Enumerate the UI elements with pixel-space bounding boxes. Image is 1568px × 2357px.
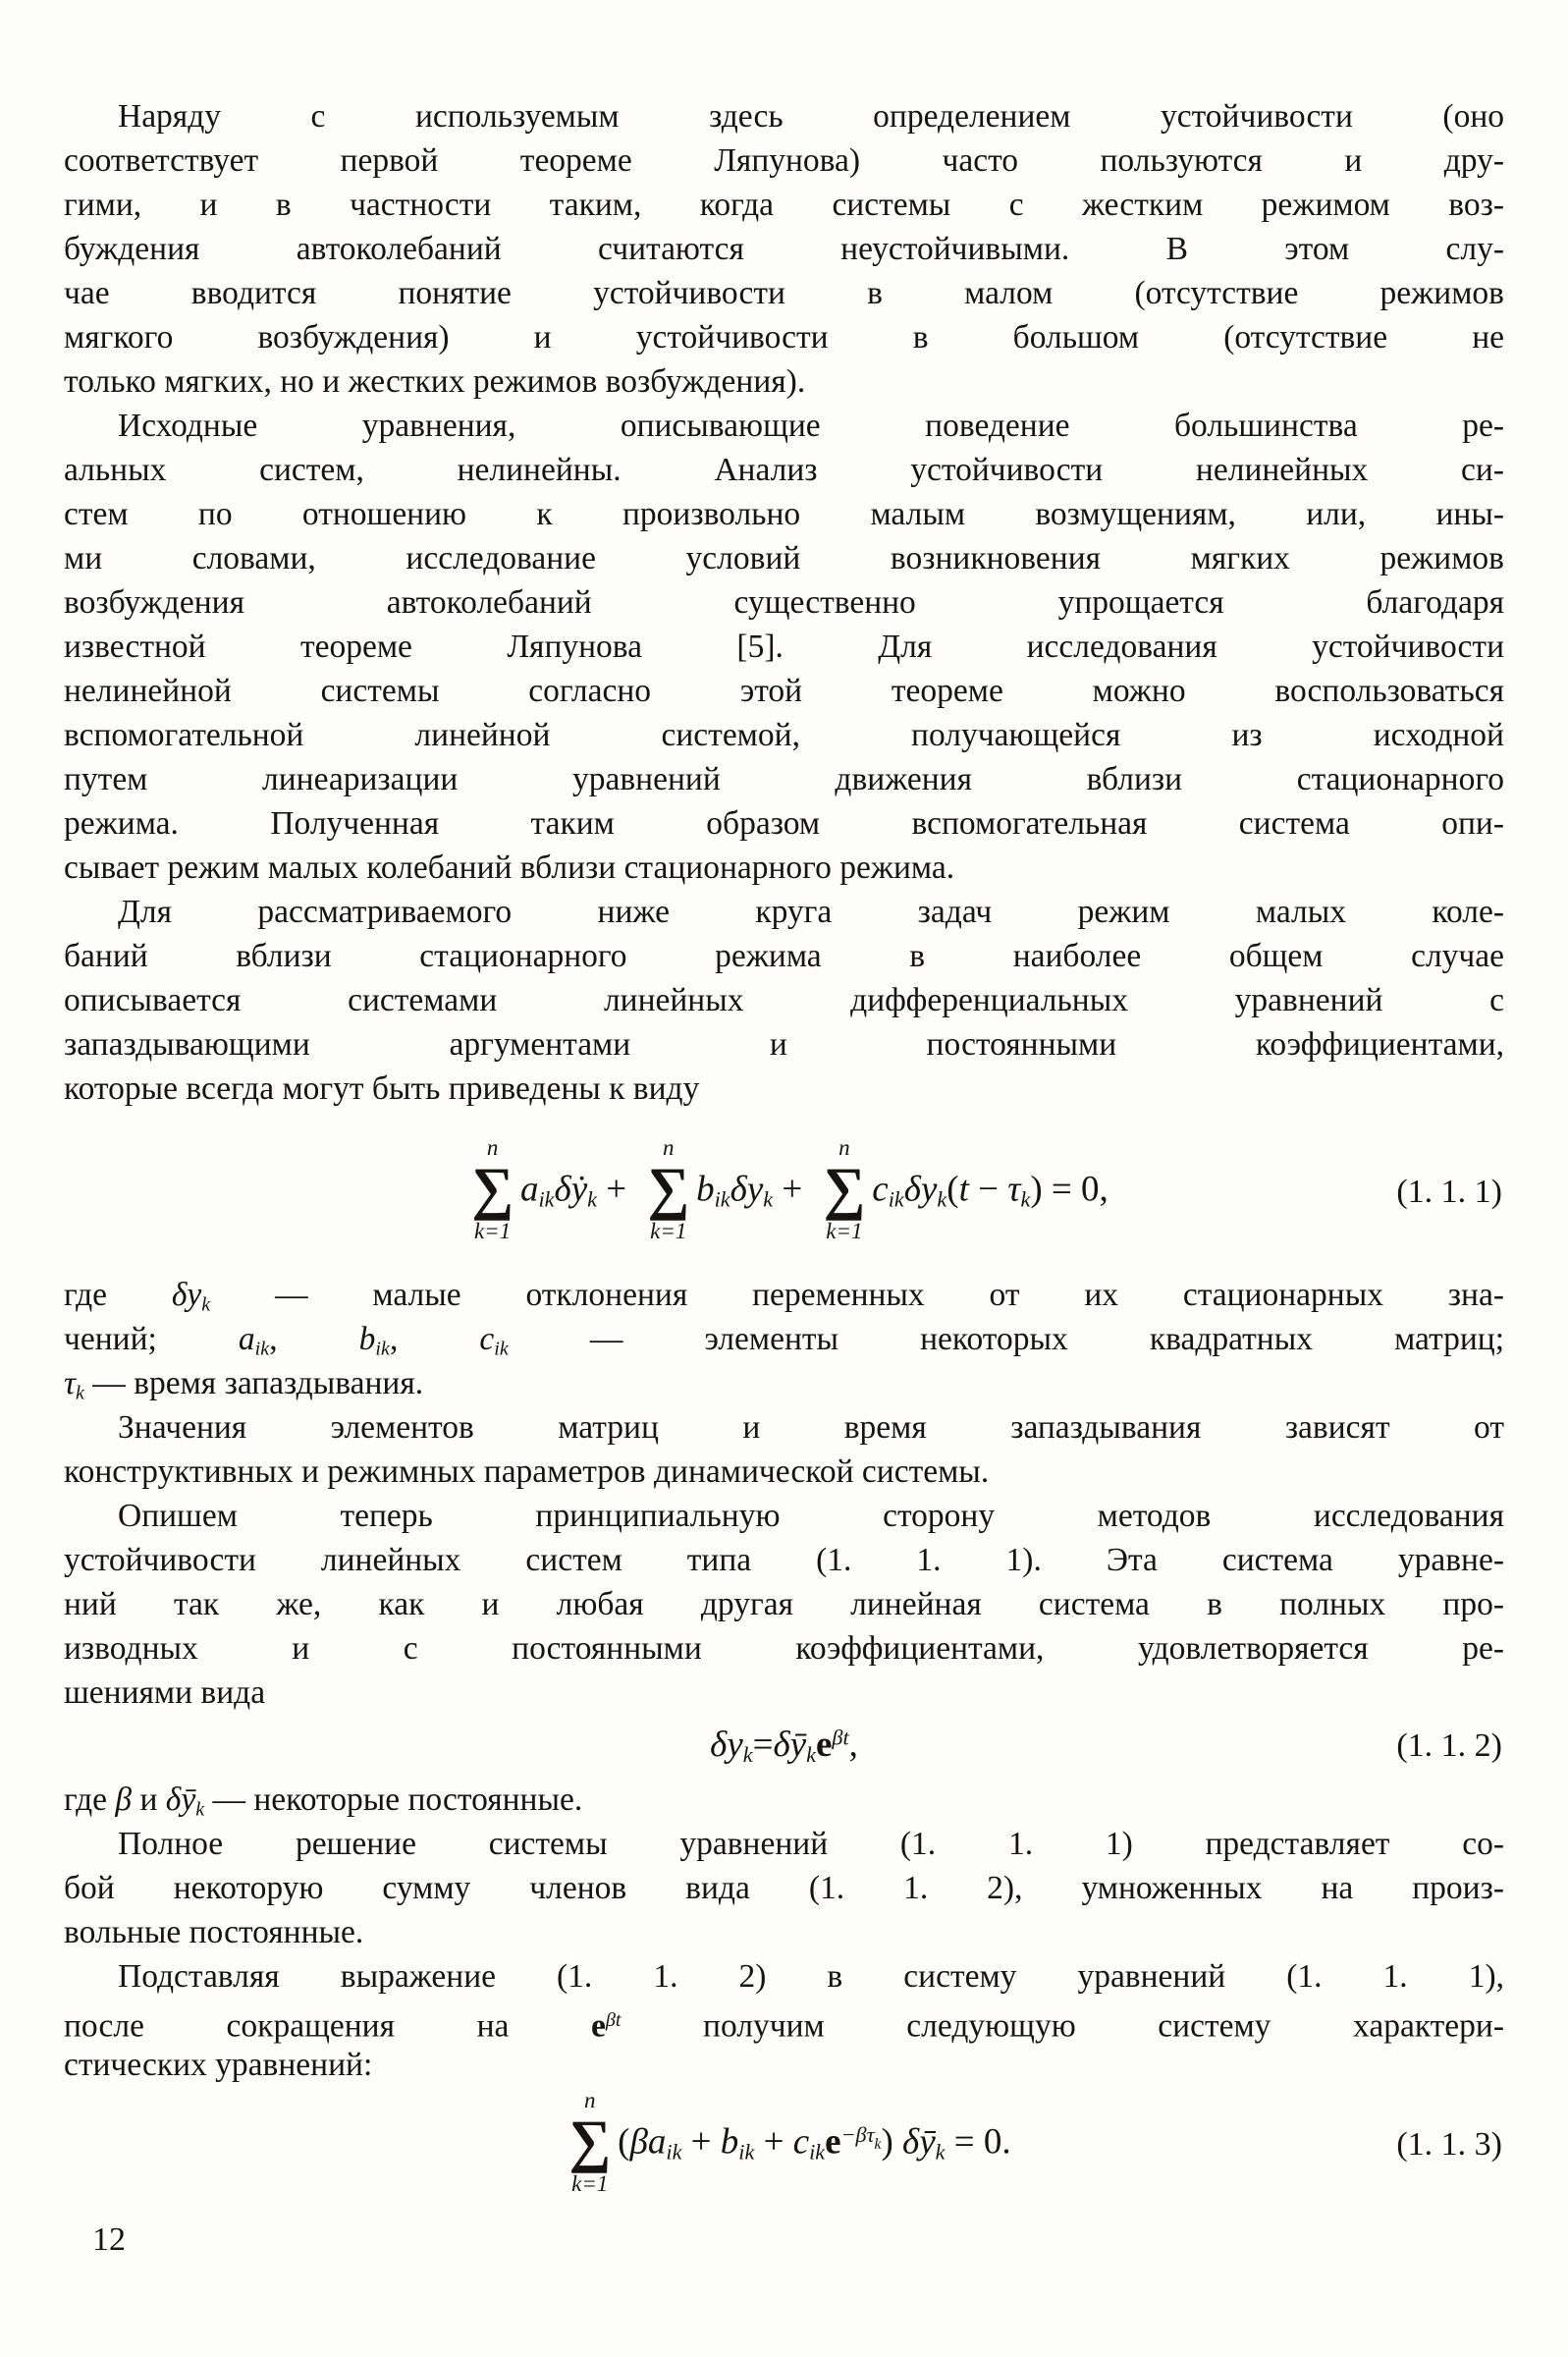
subscript: k xyxy=(935,2139,946,2165)
paragraph xyxy=(64,1822,1504,1954)
sigma-glyph: ∑ xyxy=(568,2109,612,2173)
superscript: βt xyxy=(832,1725,849,1750)
text-line: шениями вида xyxy=(64,1674,266,1711)
paragraph xyxy=(64,1494,1504,1715)
math-run: ) xyxy=(881,2121,903,2163)
text-line: гими, и в частности таким, когда системы с жестким режимом воз- xyxy=(64,187,1504,223)
subscript: ik xyxy=(375,1338,390,1360)
text-line xyxy=(64,1999,1504,2043)
math-run: b xyxy=(358,1321,376,1357)
math-run: δy xyxy=(730,1168,764,1209)
math-run: δȳ xyxy=(165,1781,196,1818)
page-text-body xyxy=(64,94,1504,2203)
text-line xyxy=(64,1361,1504,1405)
text-line: Полное решение системы уравнений (1. 1. 1) представляет со- xyxy=(118,1826,1504,1862)
subscript: ik xyxy=(494,1338,509,1360)
text-line: Значения элементов матриц и время запаздывания зависят от xyxy=(118,1409,1504,1446)
text-line: только мягких, но и жестких режимов возбуждения). xyxy=(64,363,806,400)
math-run: δy xyxy=(710,1724,743,1765)
math-run: e xyxy=(590,2007,606,2045)
text-line: известной теореме Ляпунова [5]. Для исследования устойчивости xyxy=(64,629,1504,665)
math-run: τ xyxy=(1007,1168,1021,1209)
text-line: вольные постоянные. xyxy=(64,1914,364,1950)
subscript: ik xyxy=(538,1186,555,1212)
math-run: — элементы некоторых квадратных матриц; xyxy=(508,1321,1505,1357)
text-line: изводных и с постоянными коэффициентами, удовлетворяется ре- xyxy=(64,1630,1504,1667)
paragraph xyxy=(64,94,1504,404)
sigma-glyph: ∑ xyxy=(823,1155,866,1221)
sigma-glyph: ∑ xyxy=(647,1155,690,1221)
summation-symbol xyxy=(568,2089,611,2195)
equation-body xyxy=(460,1136,1108,1248)
subscript: k xyxy=(937,1186,947,1212)
math-run: где xyxy=(64,1781,116,1818)
math-run: — малые отклонения переменных от их стационарных зна- xyxy=(210,1277,1504,1313)
text-line: соответствует первой теореме Ляпунова) часто пользуются и дру- xyxy=(64,142,1504,179)
math-run: чений; xyxy=(64,1321,239,1357)
sum-lower-limit: k=1 xyxy=(473,1218,512,1243)
math-run: + xyxy=(681,2121,721,2163)
text-line: ний так же, как и любая другая линейная система в полных про- xyxy=(64,1586,1504,1622)
math-run: δȳ xyxy=(902,2121,936,2163)
subscript: k xyxy=(763,1186,774,1212)
math-run: ) = 0, xyxy=(1030,1168,1108,1209)
text-line: сывает режим малых колебаний вблизи стационарного режима. xyxy=(64,850,955,886)
paragraph xyxy=(64,1405,1504,1494)
math-run: и xyxy=(132,1781,166,1818)
paragraph xyxy=(64,1954,1504,2087)
equation-number: (1. 1. 1) xyxy=(1396,1173,1502,1210)
text-line: устойчивости линейных систем типа (1. 1. 1). Эта система уравне- xyxy=(64,1542,1504,1578)
superscript: k xyxy=(874,2135,882,2153)
math-run: + xyxy=(754,2121,793,2163)
math-run: δȳ xyxy=(773,1724,807,1765)
text-line: баний вблизи стационарного режима в наиболее общем случае xyxy=(64,938,1504,974)
math-run: = 0. xyxy=(945,2121,1011,2163)
paragraph xyxy=(64,1778,1504,1822)
equation xyxy=(64,1715,1504,1778)
math-run: e xyxy=(825,2121,841,2163)
math-run: t xyxy=(958,1168,969,1209)
math-run: e xyxy=(815,1724,833,1765)
text-line: вспомогательной линейной системой, получающейся из исходной xyxy=(64,717,1504,753)
page-number: 12 xyxy=(92,2221,126,2258)
subscript: ik xyxy=(888,1186,904,1212)
equation-body xyxy=(710,1724,858,1767)
math-run: c xyxy=(479,1321,495,1357)
text-line: Опишем теперь принципиальную сторону методов исследования xyxy=(118,1498,1504,1534)
math-run: = xyxy=(752,1724,774,1765)
text-line: мягкого возбуждения) и устойчивости в большом (отсутствие не xyxy=(64,319,1504,356)
subscript: k xyxy=(1020,1186,1031,1212)
math-run: после сокращения на xyxy=(64,2007,591,2045)
subscript: k xyxy=(587,1186,597,1212)
subscript: ik xyxy=(738,2139,755,2165)
paragraph xyxy=(64,1273,1504,1405)
math-run: b xyxy=(720,2121,739,2163)
math-run: δẏ xyxy=(554,1168,588,1209)
math-run: δy xyxy=(903,1168,938,1209)
equation xyxy=(64,1111,1504,1273)
math-run: b xyxy=(696,1168,715,1209)
equation-number: (1. 1. 3) xyxy=(1396,2126,1502,2163)
math-run: + xyxy=(773,1168,812,1209)
text-line: стических уравнений: xyxy=(64,2047,373,2083)
sum-upper-limit: n xyxy=(838,1134,850,1160)
sigma-glyph: ∑ xyxy=(471,1155,514,1221)
equation xyxy=(64,2087,1504,2203)
text-line: чае вводится понятие устойчивости в малом (отсутствие режимов xyxy=(64,275,1504,311)
subscript: k xyxy=(806,1742,816,1767)
text-line: ми словами, исследование условий возникновения мягких режимов xyxy=(64,540,1504,576)
text-line: Для рассматриваемого ниже круга задач режим малых коле- xyxy=(118,894,1504,930)
text-line: запаздывающими аргументами и постоянными коэффициентами, xyxy=(64,1026,1504,1063)
paragraph xyxy=(64,404,1504,890)
math-run: β xyxy=(115,1781,133,1818)
math-run: a xyxy=(238,1321,255,1357)
subscript: k xyxy=(742,1742,753,1767)
text-line xyxy=(64,1317,1504,1361)
math-run: , xyxy=(269,1321,359,1357)
text-line: путем линеаризации уравнений движения вблизи стационарного xyxy=(64,761,1504,797)
subscript: k xyxy=(201,1293,211,1316)
math-run: βa xyxy=(629,2121,667,2163)
text-line: стем по отношению к произвольно малым возмущениям, или, ины- xyxy=(64,496,1504,532)
paragraph xyxy=(64,890,1504,1111)
math-run: a xyxy=(519,1168,539,1209)
text-line: Наряду с используемым здесь определением устойчивости (оно xyxy=(118,98,1504,135)
superscript: βt xyxy=(605,2009,622,2031)
math-run: ( xyxy=(618,2121,630,2163)
sum-lower-limit: k=1 xyxy=(571,2171,609,2196)
text-line: альных систем, нелинейны. Анализ устойчивости нелинейных си- xyxy=(64,452,1504,488)
sum-upper-limit: n xyxy=(663,1134,675,1160)
math-run: , xyxy=(848,1724,858,1765)
math-run: ( xyxy=(946,1168,959,1209)
math-run: , xyxy=(389,1321,480,1357)
superscript: −βτ xyxy=(840,2121,875,2147)
sum-lower-limit: k=1 xyxy=(650,1218,687,1243)
text-line: возбуждения автоколебаний существенно упрощается благодаря xyxy=(64,584,1504,621)
math-run: c xyxy=(792,2121,810,2163)
math-run: δy xyxy=(171,1277,202,1313)
sum-lower-limit: k=1 xyxy=(826,1218,863,1243)
math-run: τ xyxy=(64,1365,76,1401)
math-run: + xyxy=(596,1168,636,1209)
math-run: — некоторые постоянные. xyxy=(204,1781,583,1818)
sum-upper-limit: n xyxy=(584,2088,596,2112)
equation-number: (1. 1. 2) xyxy=(1396,1727,1502,1764)
subscript: k xyxy=(76,1382,84,1404)
equation-body xyxy=(557,2089,1010,2201)
subscript: ik xyxy=(666,2139,682,2165)
text-line: Исходные уравнения, описывающие поведение большинства ре- xyxy=(118,408,1504,444)
summation-symbol xyxy=(647,1136,689,1242)
subscript: ik xyxy=(254,1338,270,1360)
text-line xyxy=(64,1778,1504,1822)
sum-upper-limit: n xyxy=(486,1134,499,1160)
text-line: конструктивных и режимных параметров динамической системы. xyxy=(64,1453,990,1490)
math-run: − xyxy=(968,1168,1008,1209)
summation-symbol xyxy=(824,1136,866,1242)
math-run: где xyxy=(64,1277,172,1313)
summation-symbol xyxy=(471,1136,514,1242)
subscript: ik xyxy=(714,1186,730,1212)
text-line: Подставляя выражение (1. 1. 2) в систему уравнений (1. 1. 1), xyxy=(118,1958,1504,1995)
subscript: ik xyxy=(809,2139,826,2165)
text-line: режима. Полученная таким образом вспомогательная система опи- xyxy=(64,805,1504,842)
text-line: буждения автоколебаний считаются неустойчивыми. В этом слу- xyxy=(64,231,1504,267)
math-run: — время запаздывания. xyxy=(83,1365,424,1401)
text-line: описывается системами линейных дифференциальных уравнений с xyxy=(64,982,1504,1018)
math-run: получим следующую систему характери- xyxy=(621,2007,1504,2045)
subscript: k xyxy=(195,1798,205,1821)
text-line: бой некоторую сумму членов вида (1. 1. 2), умноженных на произ- xyxy=(64,1870,1504,1906)
text-line: нелинейной системы согласно этой теореме можно воспользоваться xyxy=(64,673,1504,709)
text-line: которые всегда могут быть приведены к виду xyxy=(64,1070,700,1107)
math-run: c xyxy=(872,1168,889,1209)
text-line xyxy=(64,1273,1504,1317)
